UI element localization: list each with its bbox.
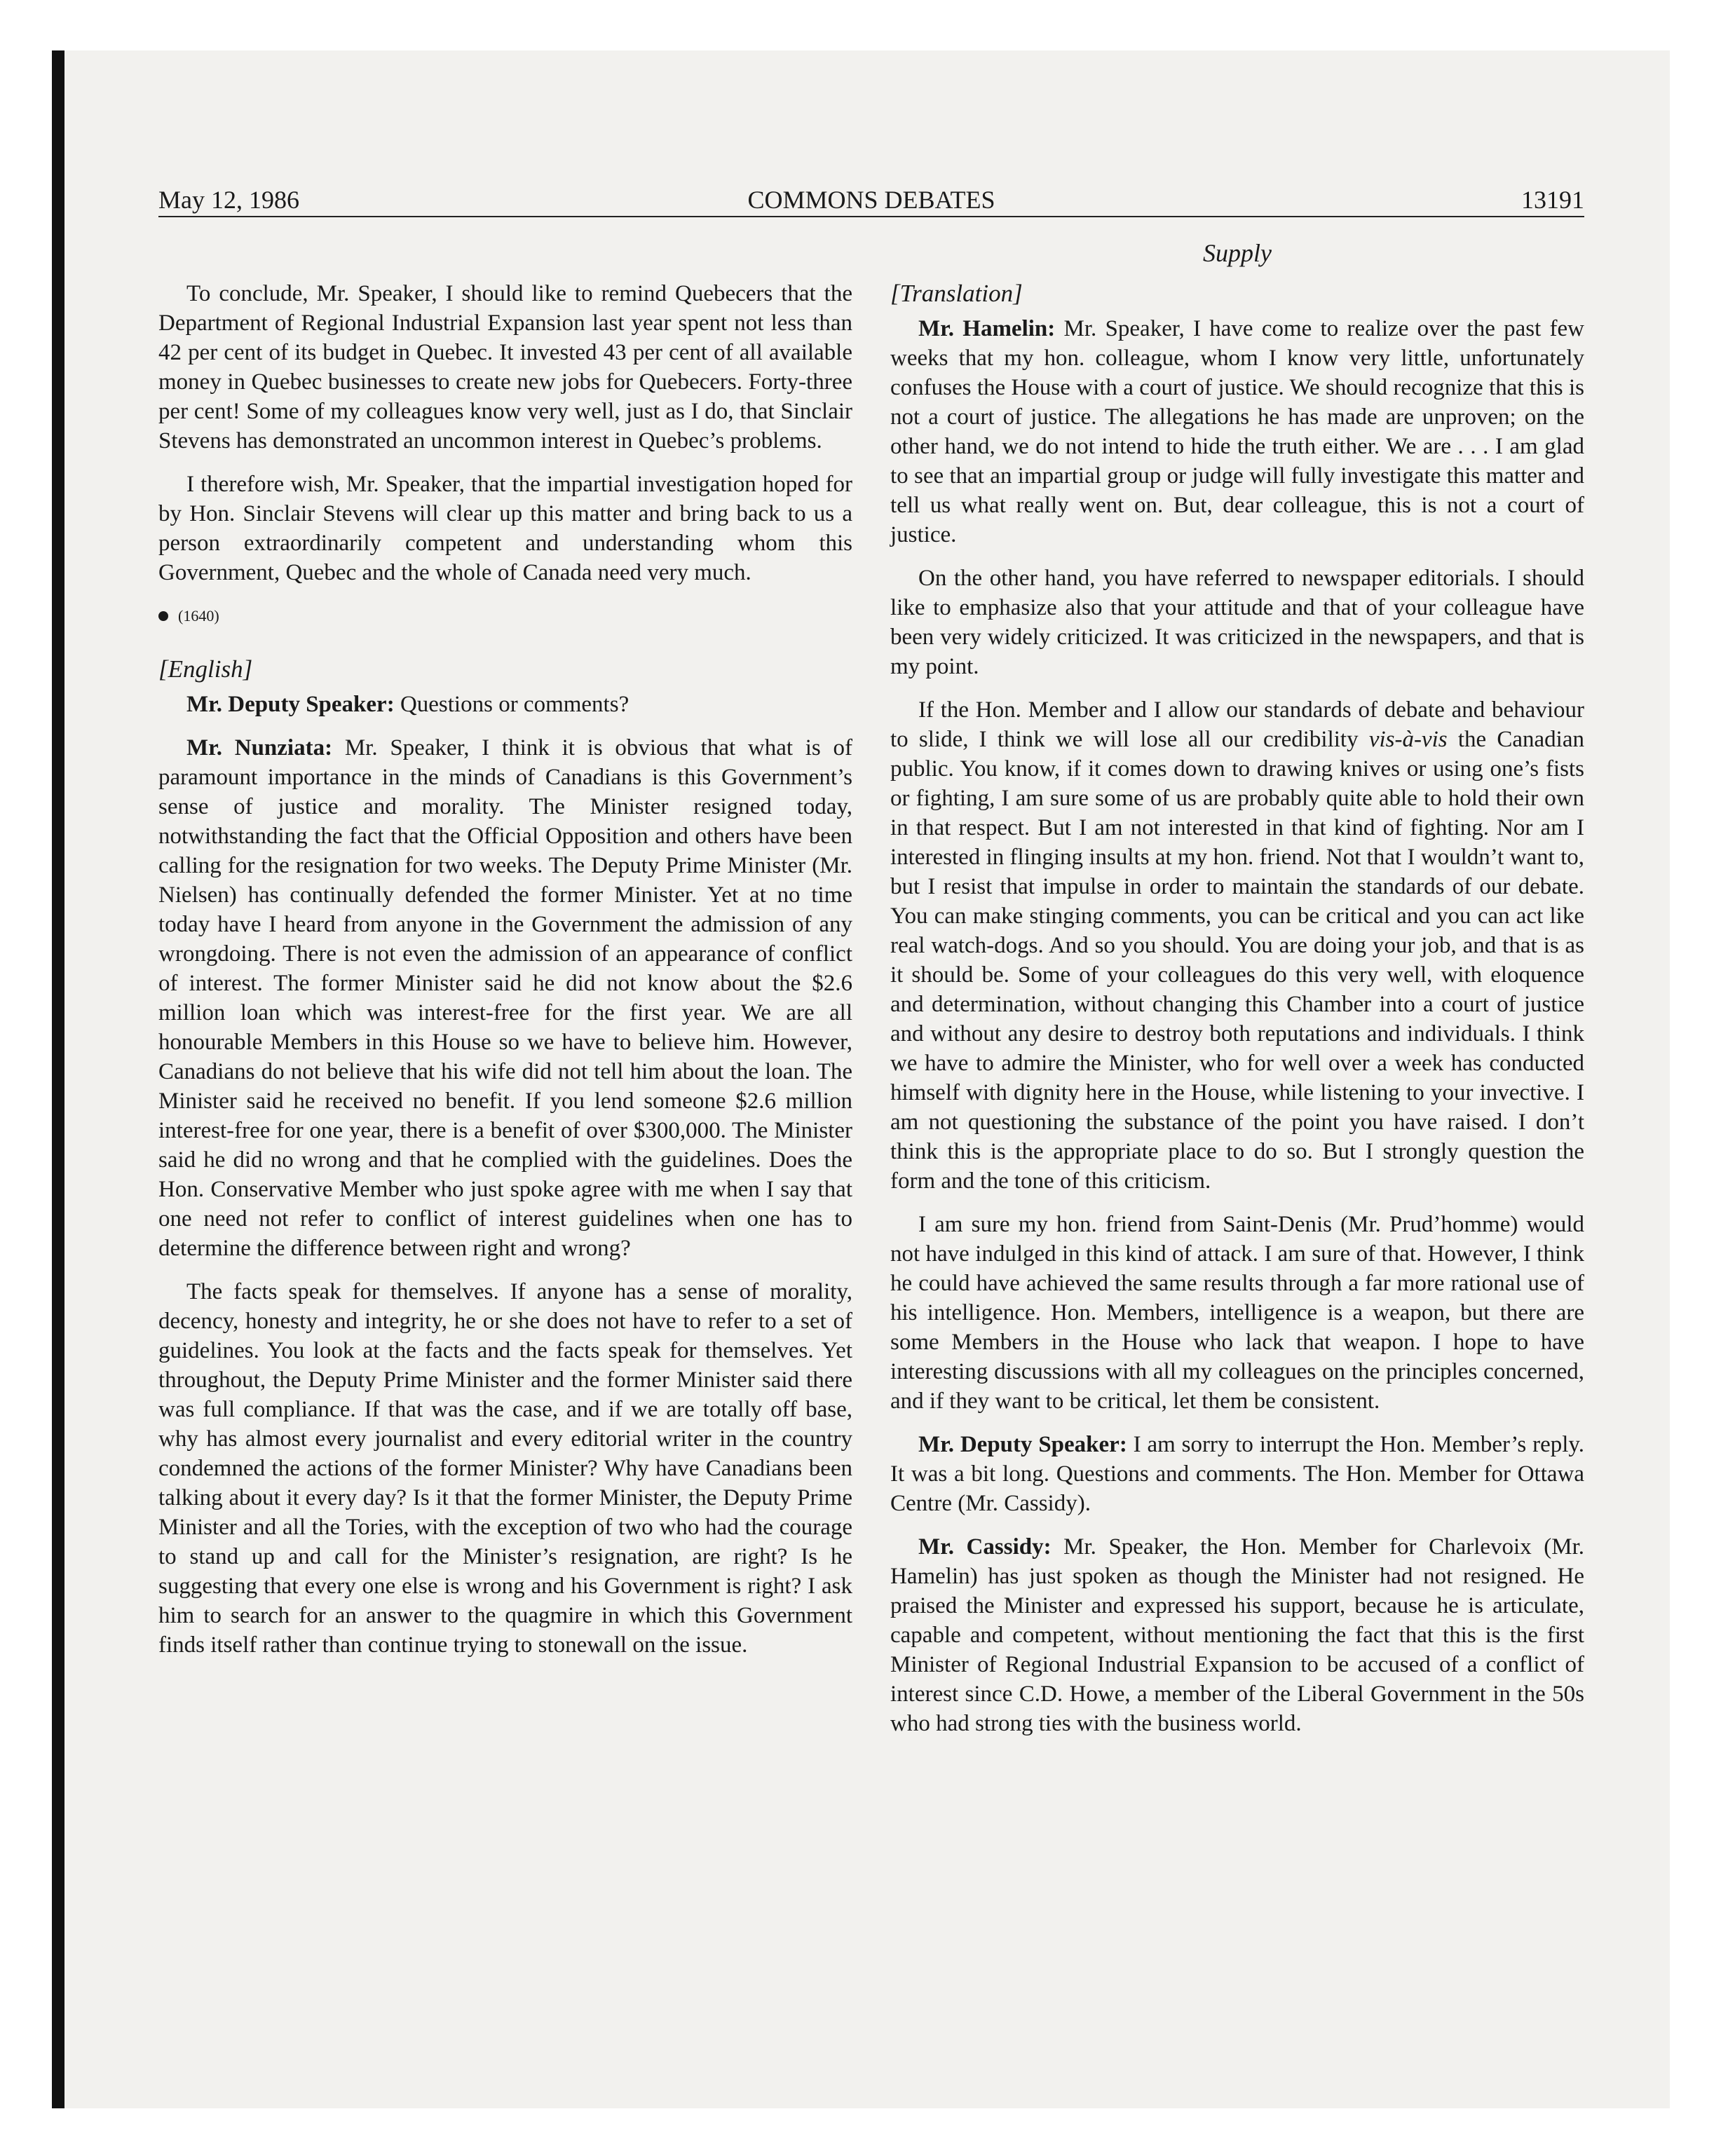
speech-text: Mr. Speaker, I have come to realize over the past few weeks that my hon. colleague, whom I know very little, unfortunately confuses the House with a court of justice. We should recognize that this is not a court of justice. The allegations he has made are unproven; on the other hand, we do not intend to hide the truth either. We are . . . I am glad to see that an impartial group or judge will fully investigate this matter and tell us what really went on. But, dear colleague, this is not a court of justice. (890, 316, 1584, 547)
scan-edge-bar (52, 50, 64, 2108)
speech-paragraph (890, 314, 1584, 550)
speech-text: Mr. Speaker, I think it is obvious that what is of paramount importance in the minds of Canadians is this Government’s sense of justice and morality. The Minister resigned today, notwithstanding the fact that the Official Opposition and others have been calling for the resignation for two weeks. The Deputy Prime Minister (Mr. Nielsen) has continually defended the former Minister. Yet at no time today have I heard from anyone in the Government the admission of any wrongdoing. There is not even the admission of an appearance of conflict of interest. The former Minister said he did not know about the $2.6 million loan which was interest-free for the first year. We are all honourable Members in this House so we have to believe him. However, Canadians do not believe that his wife did not tell him about the loan. The Minister said he received no benefit. If you lend someone $2.6 million interest-free for one year, there is a benefit of over $300,000. The Minister said he did no wrong and that he complied with the guidelines. Does the Hon. Conservative Member who just spoke agree with me when I say that one need not refer to conflict of interest guidelines when one has to determine the difference between right and wrong? (158, 735, 852, 1261)
paragraph (890, 695, 1584, 1196)
paragraph: On the other hand, you have referred to newspaper editorials. I should like to emphasize also that your attitude and that of your colleague have been very widely criticized. It was criticized in the newspapers, and that is my point. (890, 566, 1584, 679)
speaker-name: Mr. Cassidy: (918, 1534, 1052, 1560)
speech-paragraph (158, 690, 852, 719)
time-stamp-text: (1640) (178, 607, 219, 625)
speech-paragraph (890, 1430, 1584, 1518)
language-note: [Translation] (890, 280, 1023, 307)
speech-paragraph (158, 733, 852, 1263)
section-title: Supply (1203, 239, 1272, 267)
speech-paragraph (890, 1532, 1584, 1738)
text-run: the Canadian public. You know, if it comes down to drawing knives or using one’s fists or fighting, I am sure some of us are probably quite able to hold their own in that respect. But I am not interested in that kind of fighting. Nor am I interested in flinging insults at my hon. friend. Not that I wouldn’t want to, but I resist that impulse in order to maintain the standards of our debate. You can make stinging comments, you can be critical and you can act like real watch-dogs. And so you should. You are doing your job, and that is as it should be. Some of your colleagues do this very well, with eloquence and determination, without changing this Chamber into a court of justice and without any desire to destroy both reputations and individuals. I think we have to admire the Minister, who for well over a week has conducted himself with dignity here in the House, while listening to your invective. I am not questioning the substance of the point you have raised. I don’t think this is the appropriate place to do so. But I strongly question the form and the tone of this criticism. (890, 727, 1584, 1194)
bullet-icon (158, 611, 168, 621)
paragraph: To conclude, Mr. Speaker, I should like to remind Quebecers that the Department of Regional Industrial Expansion last year spent not less than 42 per cent of its budget in Quebec. It invested 43 per cent of all available money in Quebec businesses to create new jobs for Quebecers. Forty-three per cent! Some of my colleagues know very well, just as I do, that Sinclair Stevens has demonstrated an uncommon interest in Quebec’s problems. (158, 281, 852, 453)
paragraph: I am sure my hon. friend from Saint-Denis (Mr. Prud’homme) would not have indulged in this kind of attack. I am sure of that. However, I think he could have achieved the same results through a far more rational use of his intelligence. Hon. Members, intelligence is a weapon, but there are some Members in the House who lack that weapon. I hope to have interesting discussions with all my colleagues on the principles concerned, and if they want to be critical, let them be consistent. (890, 1212, 1584, 1414)
speaker-name: Mr. Hamelin: (918, 316, 1056, 341)
speaker-name: Mr. Deputy Speaker: (186, 692, 395, 717)
language-note: [English] (158, 655, 253, 683)
header-date: May 12, 1986 (158, 186, 299, 214)
running-head (158, 184, 1584, 217)
left-column (158, 279, 852, 1674)
time-stamp (158, 601, 852, 631)
text-run: If the Hon. Member and I allow our standards of debate and behaviour to slide, I think we will lose all our credibility (890, 697, 1584, 752)
right-column (890, 279, 1584, 1752)
speech-text: I am sorry to interrupt the Hon. Member’s reply. It was a bit long. Questions and comments. The Hon. Member for Ottawa Centre (Mr. Cassidy). (890, 1432, 1584, 1516)
speech-text: Questions or comments? (394, 692, 630, 717)
paragraph: The facts speak for themselves. If anyone has a sense of morality, decency, honesty and integrity, he or she does not have to refer to a set of guidelines. You look at the facts and the facts speak for themselves. Yet throughout, the Deputy Prime Minister and the former Minister said there was full compliance. If that was the case, and if we are totally off base, why has almost every journalist and every editorial writer in the country condemned the actions of the former Minister? Why have Canadians been talking about it every day? Is it that the former Minister, the Deputy Prime Minister and all the Tories, with the exception of two who had the courage to stand up and call for the Minister’s resignation, are right? Is he suggesting that every one else is wrong and his Government is right? I ask him to search for an answer to the quagmire in which this Government finds itself rather than continue trying to stonewall on the issue. (158, 1279, 852, 1658)
speaker-name: Mr. Deputy Speaker: (918, 1432, 1127, 1457)
speaker-name: Mr. Nunziata: (186, 735, 333, 760)
paragraph: I therefore wish, Mr. Speaker, that the impartial investigation hoped for by Hon. Sinclair Stevens will clear up this matter and bring back to us a person extraordinarily competent and understanding whom this Government, Quebec and the whole of Canada need very much. (158, 472, 852, 585)
header-page-number: 13191 (1521, 186, 1584, 214)
speech-text: Mr. Speaker, the Hon. Member for Charlevoix (Mr. Hamelin) has just spoken as though the Minister had not resigned. He praised the Minister and expressed his support, because he is articulate, capable and competent, without mentioning the fact that this is the first Minister of Regional Industrial Expansion to be accused of a conflict of interest since C.D. Howe, a member of the Liberal Government in the 50s who had strong ties with the business world. (890, 1534, 1584, 1736)
header-publication: COMMONS DEBATES (747, 186, 995, 214)
italic-phrase: vis-à-vis (1368, 727, 1448, 752)
